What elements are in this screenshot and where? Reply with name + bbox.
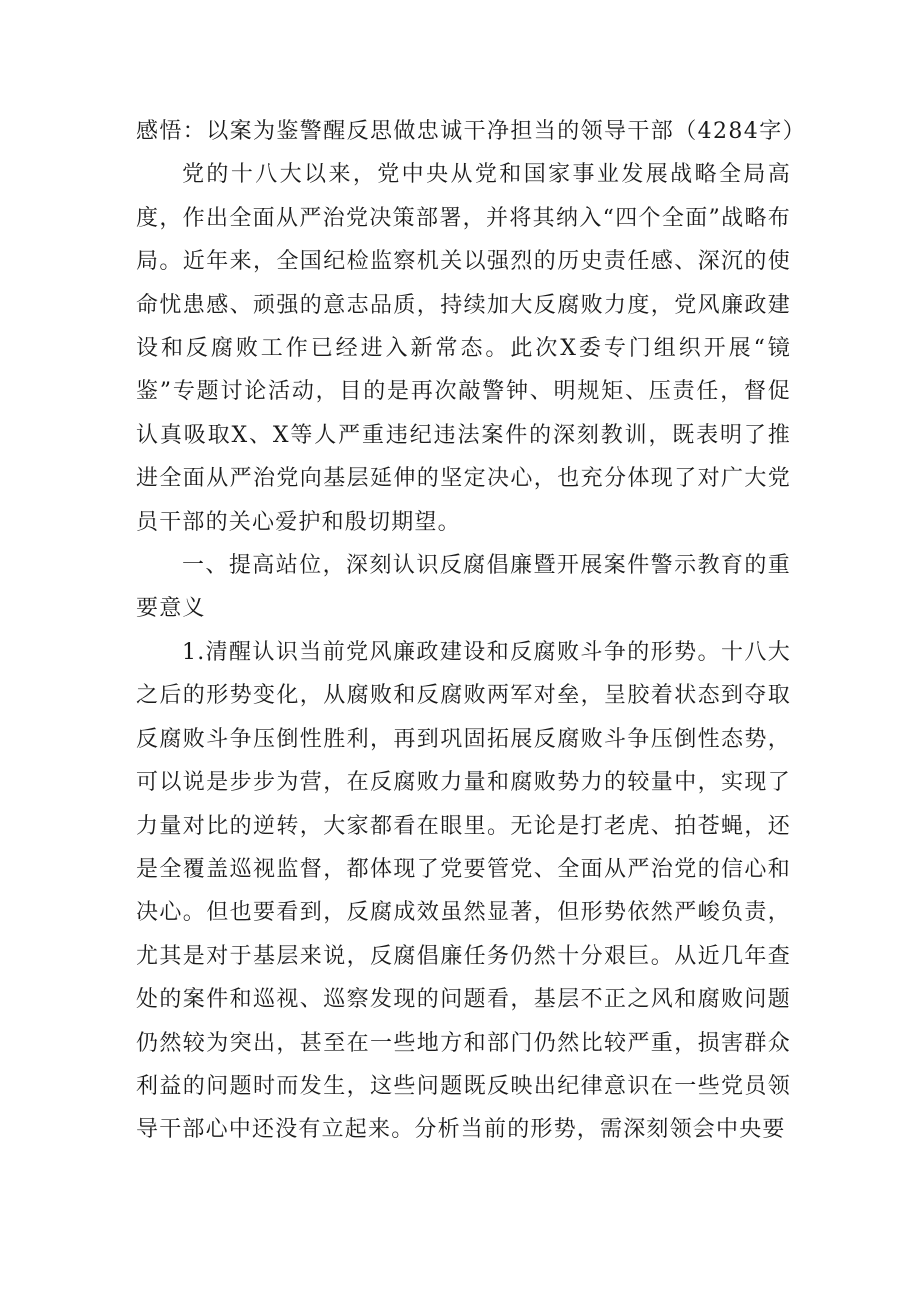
section-heading-1: 一、提高站位，深刻认识反腐倡廉暨开展案件警示教育的重要意义 — [136, 553, 791, 622]
document-title: 感悟：以案为鉴警醒反思做忠诚干净担当的领导干部（4284字） — [136, 119, 806, 144]
paragraph-point-1: 1.清醒认识当前党风廉政建设和反腐败斗争的形势。十八大之后的形势变化，从腐败和反腐败两军对垒，呈胶着状态到夺取反腐败斗争压倒性胜利，再到巩固拓展反腐败斗争压倒性态势，可以说是步步为营，在反腐败力量和腐败势力的较量中，实现了力量对比的逆转，大家都看在眼里。无论是打老虎、拍苍蝇，还是全覆盖巡视监督，都体现了党要管党、全面从严治党的信心和决心。但也要看到，反腐成效虽然显著，但形势依然严峻负责，尤其是对于基层来说，反腐倡廉任务仍然十分艰巨。从近几年查处的案件和巡视、巡察发现的问题看，基层不正之风和腐败问题仍然较为突出，甚至在一些地方和部门仍然比较严重，损害群众利益的问题时而发生，这些问题既反映出纪律意识在一些党员领导干部心中还没有立起来。分析当前的形势，需深刻领会中央要 — [136, 639, 791, 1143]
document-body — [136, 110, 806, 1152]
paragraph-intro: 党的十八大以来，党中央从党和国家事业发展战略全局高度，作出全面从严治党决策部署，并将其纳入“四个全面”战略布局。近年来，全国纪检监察机关以强烈的历史责任感、深沉的使命忧患感、顽强的意志品质，持续加大反腐败力度，党风廉政建设和反腐败工作已经进入新常态。此次X委专门组织开展“镜鉴”专题讨论活动，目的是再次敲警钟、明规矩、压责任，督促认真吸取X、X等人严重违纪违法案件的深刻教训，既表明了推进全面从严治党向基层延伸的坚定决心，也充分体现了对广大党员干部的关心爱护和殷切期望。 — [136, 162, 791, 535]
